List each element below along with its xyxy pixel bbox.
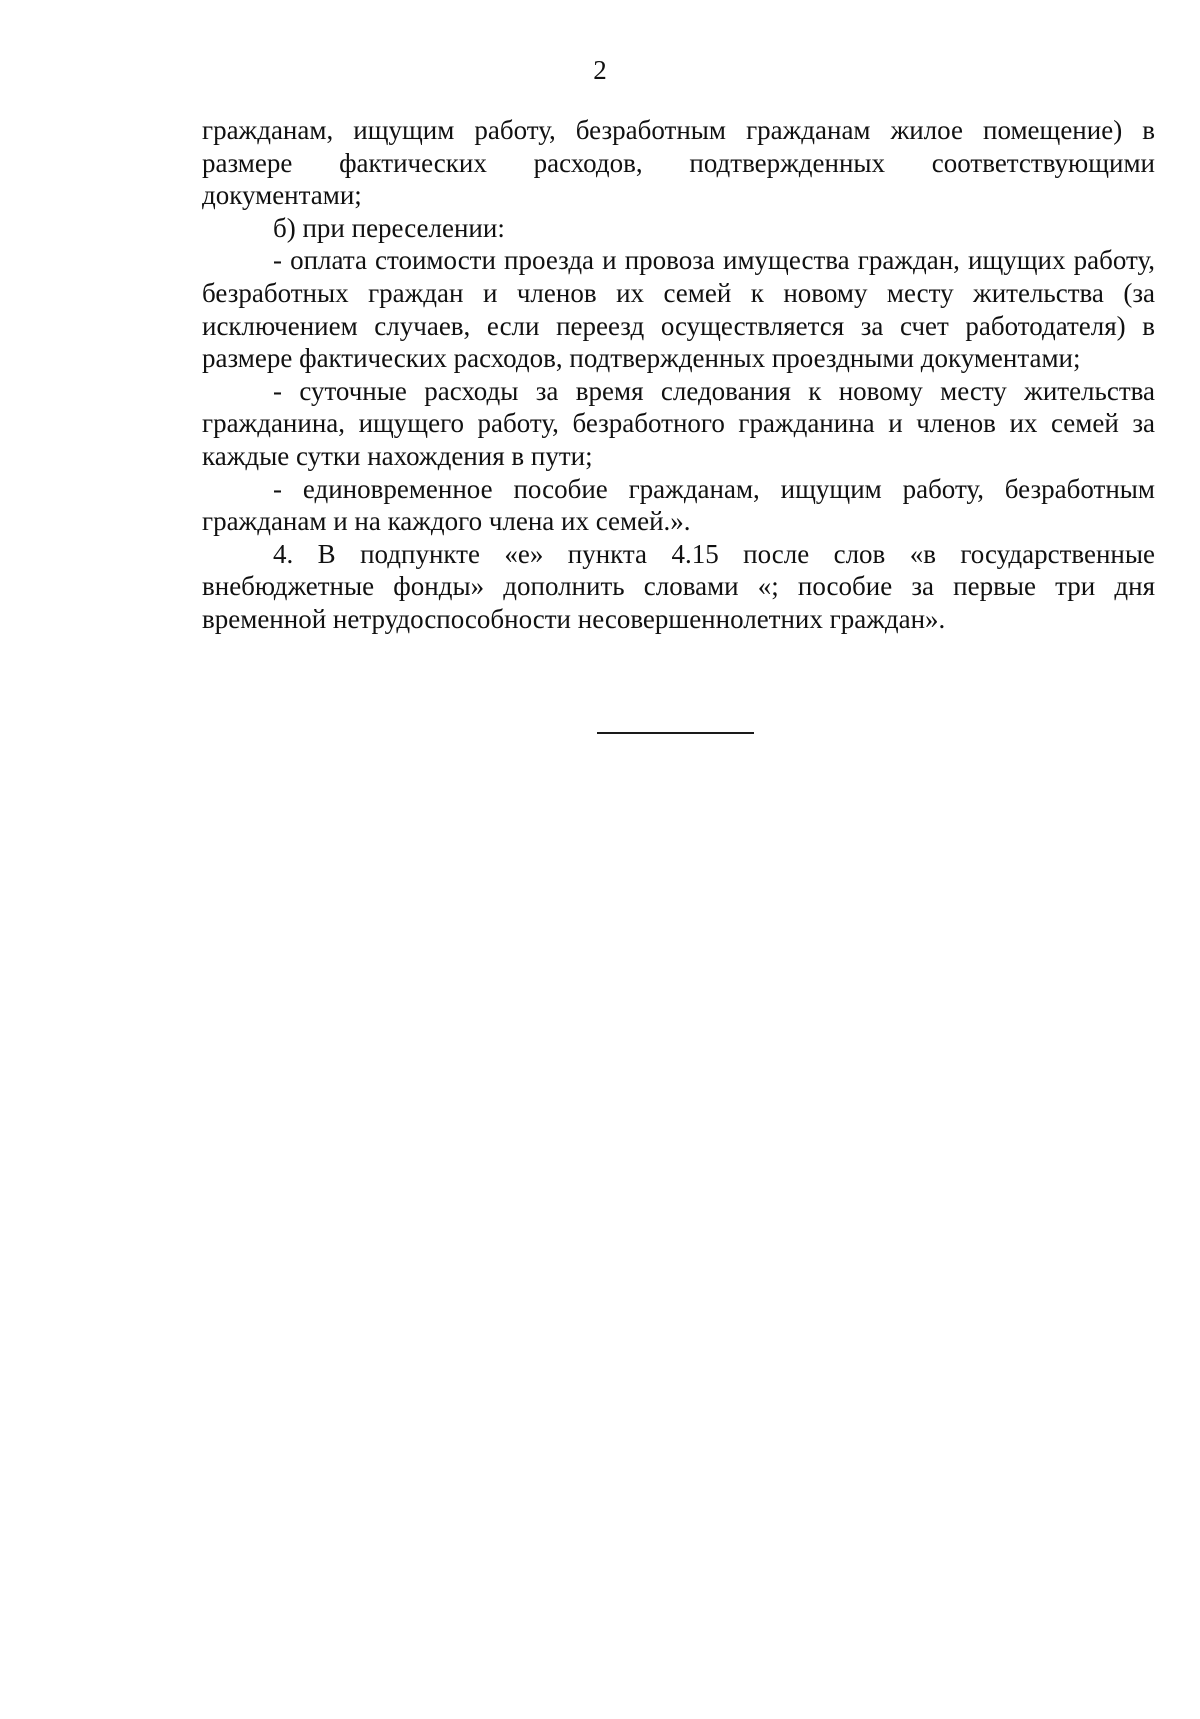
paragraph-travel-costs: - оплата стоимости проезда и провоза имущества граждан, ищущих работу, безработных граждан и членов их семей к новому месту жительства (за исключением случаев, если переезд осуществляется за счет работодателя) в размере фактических расходов, подтвержденных проездными документами; xyxy=(202,245,1155,374)
page-number: 2 xyxy=(593,55,607,85)
paragraph-relocation-heading: б) при переселении: xyxy=(273,212,505,243)
paragraph-amendment-4: 4. В подпункте «е» пункта 4.15 после слов «в государственные внебюджетные фонды» дополнить словами «; пособие за первые три дня временной нетрудоспособности несовершеннолетних граждан». xyxy=(202,538,1155,634)
end-of-text-divider xyxy=(597,732,754,734)
paragraph-housing-costs: гражданам, ищущим работу, безработным гражданам жилое помещение) в размере фактических расходов, подтвержденных соответствующими документами; xyxy=(202,115,1155,211)
paragraph-lump-sum-benefit: - единовременное пособие гражданам, ищущим работу, безработным гражданам и на каждого члена их семей.». xyxy=(202,473,1155,537)
paragraph-daily-allowance: - суточные расходы за время следования к новому месту жительства гражданина, ищущего работу, безработного гражданина и членов их семей за каждые сутки нахождения в пути; xyxy=(202,375,1155,471)
document-body xyxy=(202,114,1155,636)
